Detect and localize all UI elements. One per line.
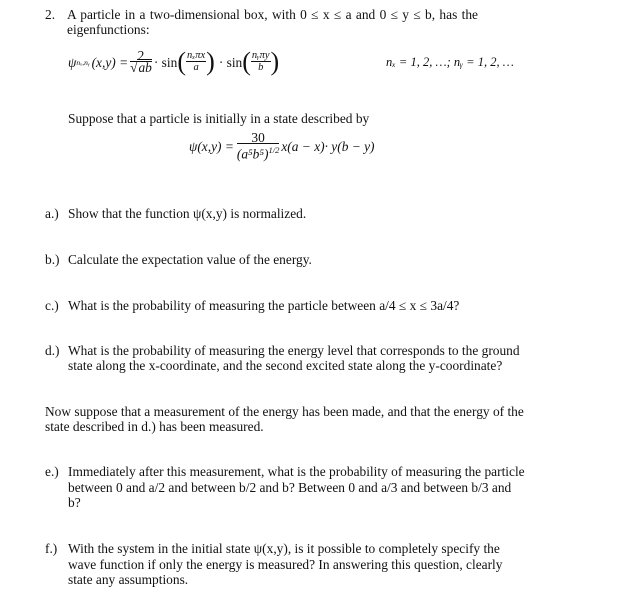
sin-y-argument [251, 50, 271, 74]
sin-x-argument [186, 50, 206, 74]
question-f-text-line3: state any assumptions. [68, 572, 189, 587]
initial-coefficient [236, 129, 280, 162]
initial-rhs: x(a − x)· y(b − y) [281, 138, 375, 154]
question-b-label: b.) [45, 252, 60, 267]
question-e-text-line3: b? [68, 495, 81, 510]
problem-intro-line2: eigenfunctions: [67, 22, 150, 37]
initial-state-text: Suppose that a particle is initially in a state described by [68, 111, 370, 126]
question-e-label: e.) [45, 464, 59, 479]
paren-close-2: ) [270, 47, 280, 76]
problem-intro-line1: A particle in a two-dimensional box, with 0 ≤ x ≤ a and 0 ≤ y ≤ b, has the [67, 7, 478, 22]
norm-root: ab [138, 60, 152, 75]
initial-state-equation [189, 128, 375, 164]
arg2-denominator: b [258, 62, 264, 73]
initial-lhs: ψ(x,y) = [189, 138, 234, 154]
norm-denominator: √ab [130, 60, 152, 75]
psi-symbol: ψ [68, 54, 77, 70]
paren-close-1: ) [206, 47, 215, 76]
initial-denominator [237, 144, 280, 160]
paren-open-2: ( [242, 47, 251, 76]
sin-x-label: · sin [153, 54, 178, 70]
arg1-denominator: a [193, 62, 199, 73]
question-b-text: Calculate the expectation value of the energy. [68, 252, 312, 267]
normalization-fraction [130, 50, 152, 74]
arg2-numerator: nᵧπy [251, 50, 270, 61]
question-f-label: f.) [45, 541, 58, 556]
initial-numerator: 30 [237, 132, 280, 144]
measurement-paragraph-line1: Now suppose that a measurement of the energy has been made, and that the energy of the [45, 404, 524, 419]
question-f-text-line1: With the system in the initial state ψ(x,y), is it possible to completely specify the [68, 541, 500, 556]
arg1-numerator: nₓπx [186, 50, 206, 61]
question-e-text-line1: Immediately after this measurement, what is the probability of measuring the particle [68, 464, 525, 479]
question-d-text-line1: What is the probability of measuring the energy level that corresponds to the ground [68, 343, 520, 358]
sin-y-label: · sin [218, 54, 243, 70]
question-a-label: a.) [45, 206, 59, 221]
problem-number: 2. [45, 7, 56, 22]
eigenfunction-equation [68, 44, 279, 80]
initial-den-exponent: 1/2 [268, 144, 280, 155]
question-a-text: Show that the function ψ(x,y) is normalized. [68, 206, 307, 221]
initial-den-base: (a⁵b⁵) [236, 146, 269, 162]
paren-open-1: ( [177, 47, 186, 76]
psi-args: (x,y) = [91, 54, 129, 70]
psi-subscript: nₓ,nᵧ [76, 57, 90, 67]
question-f-text-line2: wave function if only the energy is measured? In answering this question, clearly [68, 557, 503, 572]
question-d-label: d.) [45, 343, 60, 358]
question-c-text: What is the probability of measuring the particle between a/4 ≤ x ≤ 3a/4? [68, 298, 460, 313]
question-d-text-line2: state along the x-coordinate, and the second excited state along the y-coordinate? [68, 358, 503, 373]
question-c-label: c.) [45, 298, 59, 313]
measurement-paragraph-line2: state described in d.) has been measured. [45, 419, 264, 434]
question-e-text-line2: between 0 and a/2 and between b/2 and b? Between 0 and a/3 and between b/3 and [68, 480, 512, 495]
norm-numerator: 2 [130, 50, 152, 62]
quantum-number-ranges: nₓ = 1, 2, …; nᵧ = 1, 2, … [386, 55, 514, 69]
